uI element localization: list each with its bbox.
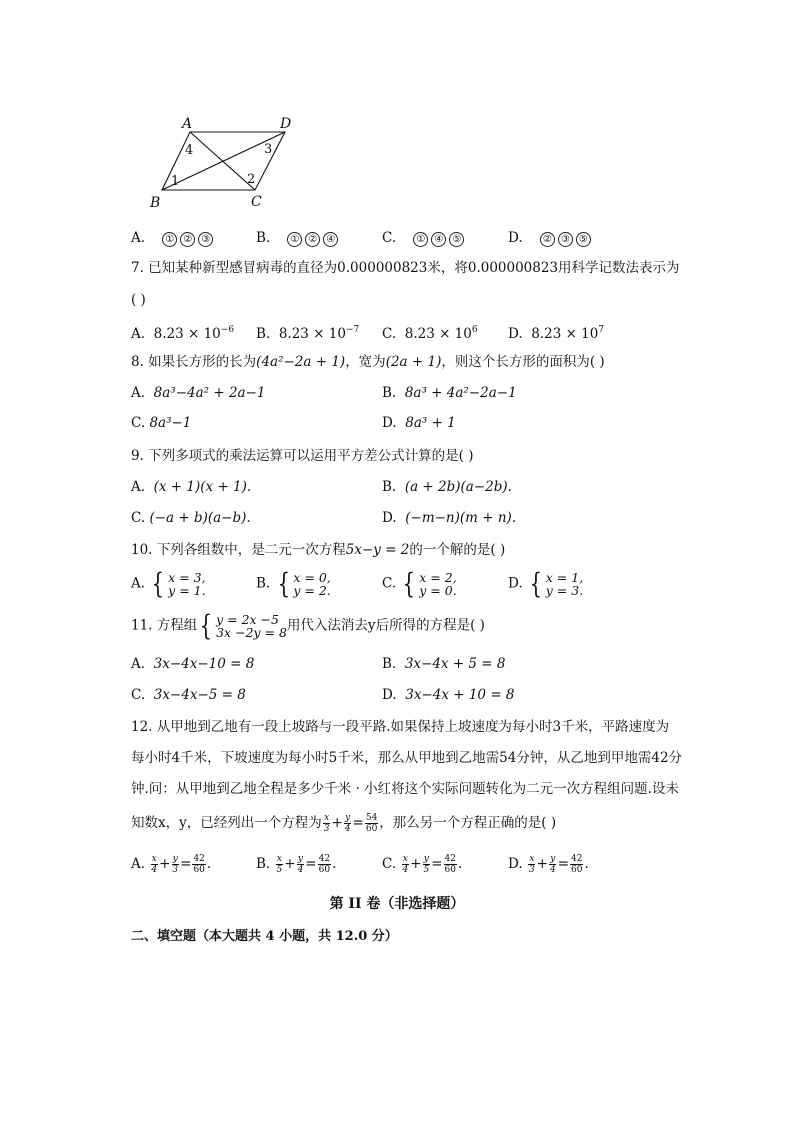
q7-option-a[interactable]: A. $8.23 \times 10^{-6}$ <box>131 325 235 342</box>
q11-option-d[interactable]: D. 3x−4x + 10 = 8 <box>382 687 515 703</box>
parallelogram-diagram <box>140 110 310 215</box>
q12-stem-line2: 每小时4千米，下坡速度为每小时5千米，那么从甲地到乙地需54分钟，从乙地到甲地需42分 <box>131 750 683 766</box>
q9-stem: 9. 下列多项式的乘法运算可以运用平方差公式计算的是( ) <box>131 448 474 464</box>
circled-num: ① <box>162 232 177 247</box>
circled-num: ④ <box>323 232 338 247</box>
q11-option-b[interactable]: B. 3x−4x + 5 = 8 <box>382 656 506 672</box>
q7-option-c[interactable]: C. $8.23 \times 10^6$ <box>382 325 478 342</box>
q12-stem-line4: 知数x，y，已经列出一个方程为 $\frac{x}{3}$ + $\frac{y}{4}$ = $\frac{54}{60}$ ，那么另一个方程正确的是( ) <box>131 813 557 834</box>
diagonal-bd <box>162 132 285 190</box>
q9-option-b[interactable]: B. (a + 2b)(a−2b). <box>382 479 512 495</box>
q12-stem-line1: 12. 从甲地到乙地有一段上坡路与一段平路.如果保持上坡速度为每小时3千米，平路速度为 <box>131 719 670 735</box>
q8-stem: 8. 如果长方形的长为(4a²−2a + 1)，宽为(2a + 1)，则这个长方形的面积为( ) <box>131 354 605 370</box>
angle-1-label: 1 <box>171 174 180 189</box>
angle-2-label: 2 <box>247 172 256 187</box>
q9-option-c[interactable]: C. (−a + b)(a−b). <box>131 510 251 526</box>
left-brace: { <box>277 567 290 600</box>
fraction: $\frac{42}{60}$ <box>444 854 456 875</box>
circled-num: ② <box>540 232 555 247</box>
fraction: $\frac{y}{4}$ <box>549 854 556 875</box>
left-brace: { <box>529 567 543 600</box>
q7-option-b[interactable]: B. $8.23 \times 10^{-7}$ <box>256 325 360 342</box>
angle-4-label: 4 <box>185 143 194 158</box>
circled-num: ② <box>180 232 195 247</box>
parallelogram-figure <box>140 110 310 215</box>
fraction: $\frac{y}{3}$ <box>172 854 179 875</box>
q8-option-d[interactable]: D. 8a³ + 1 <box>382 415 456 431</box>
q10-option-b[interactable]: B. { x = 0, y = 2. <box>256 567 331 600</box>
q7-option-d[interactable]: D. $8.23 \times 10^7$ <box>508 325 605 342</box>
q11-option-c[interactable]: C. 3x−4x−5 = 8 <box>131 687 246 703</box>
circled-num: ① <box>287 232 302 247</box>
left-brace: { <box>199 609 213 642</box>
circled-num: ⑤ <box>449 232 464 247</box>
q7-stem: 7. 已知某种新型感冒病毒的直径为0.000000823米，将0.000000823用科学记数法表示为 <box>131 260 680 276</box>
q8-option-b[interactable]: B. 8a³ + 4a²−2a−1 <box>382 385 517 401</box>
q10-option-d[interactable]: D. { x = 1, y = 3. <box>508 567 584 600</box>
vertex-b-label: B <box>150 195 161 211</box>
q12-option-b[interactable]: B. $\frac{x}{5}$ + $\frac{y}{4}$ = $\frac{42}{60}$ . <box>256 854 337 875</box>
fraction: $\frac{y}{4}$ <box>297 854 304 875</box>
left-brace: { <box>403 567 416 600</box>
vertex-c-label: C <box>251 194 262 210</box>
circled-num: ⑤ <box>576 232 591 247</box>
q12-option-d[interactable]: D. $\frac{x}{3}$ + $\frac{y}{4}$ = $\frac{42}{60}$ . <box>508 854 589 875</box>
angle-3-label: 3 <box>264 142 273 157</box>
q12-stem-line3: 钟.问：从甲地到乙地全程是多少千米 · 小红将这个实际问题转化为二元一次方程组问题.设未 <box>131 781 679 797</box>
fraction: $\frac{x}{4}$ <box>151 854 158 875</box>
q10-option-a[interactable]: A. { x = 3, y = 1. <box>131 567 206 600</box>
vertex-d-label: D <box>280 116 292 132</box>
q6-option-b[interactable]: B. ① ② ④ <box>256 228 341 248</box>
fraction: $\frac{y}{4}$ <box>344 813 351 834</box>
fraction: $\frac{42}{60}$ <box>571 854 583 875</box>
q6-option-c[interactable]: C. ① ④ ⑤ <box>382 228 467 248</box>
q8-option-c[interactable]: C. 8a³−1 <box>131 415 192 431</box>
fraction: $\frac{x}{4}$ <box>402 854 409 875</box>
q9-option-d[interactable]: D. (−m−n)(m + n). <box>382 510 517 526</box>
q12-option-c[interactable]: C. $\frac{x}{4}$ + $\frac{y}{5}$ = $\frac{42}{60}$ . <box>382 854 463 875</box>
left-brace: { <box>152 567 165 600</box>
fraction: $\frac{y}{5}$ <box>423 854 430 875</box>
circled-num: ③ <box>558 232 573 247</box>
fraction: $\frac{42}{60}$ <box>193 854 205 875</box>
circled-num: ③ <box>198 232 213 247</box>
q11-option-a[interactable]: A. 3x−4x−10 = 8 <box>131 656 255 672</box>
part-ii-title: 第 II 卷（非选择题） <box>329 896 465 912</box>
q10-stem: 10. 下列各组数中，是二元一次方程5x−y = 2的一个解的是( ) <box>131 542 506 558</box>
fraction: $\frac{x}{3}$ <box>323 813 330 834</box>
section-heading-fill-in: 二、填空题（本大题共 4 小题，共 12.0 分） <box>131 929 398 944</box>
fraction: $\frac{54}{60}$ <box>365 813 378 834</box>
q9-option-a[interactable]: A. (x + 1)(x + 1). <box>131 479 252 495</box>
fraction: $\frac{42}{60}$ <box>318 854 331 875</box>
circled-num: ④ <box>431 232 446 247</box>
q11-stem: 11. 方程组{ y = 2x −5 3x −2y = 8用代入法消去y后所得的方程是( ) <box>131 609 485 642</box>
fraction: $\frac{x}{5}$ <box>276 854 283 875</box>
q6-option-d[interactable]: D. ② ③ ⑤ <box>508 228 594 248</box>
q12-option-a[interactable]: A. $\frac{x}{4}$ + $\frac{y}{3}$ = $\frac{42}{60}$ . <box>131 854 212 875</box>
circled-num: ② <box>305 232 320 247</box>
circled-num: ① <box>413 232 428 247</box>
vertex-a-label: A <box>182 116 193 132</box>
q8-option-a[interactable]: A. 8a³−4a² + 2a−1 <box>131 385 266 401</box>
q6-option-a[interactable]: A. ① ② ③ <box>131 228 216 248</box>
fraction: $\frac{x}{3}$ <box>528 854 535 875</box>
q10-option-c[interactable]: C. { x = 2, y = 0. <box>382 567 457 600</box>
q7-stem-cont: ( ) <box>131 292 146 308</box>
